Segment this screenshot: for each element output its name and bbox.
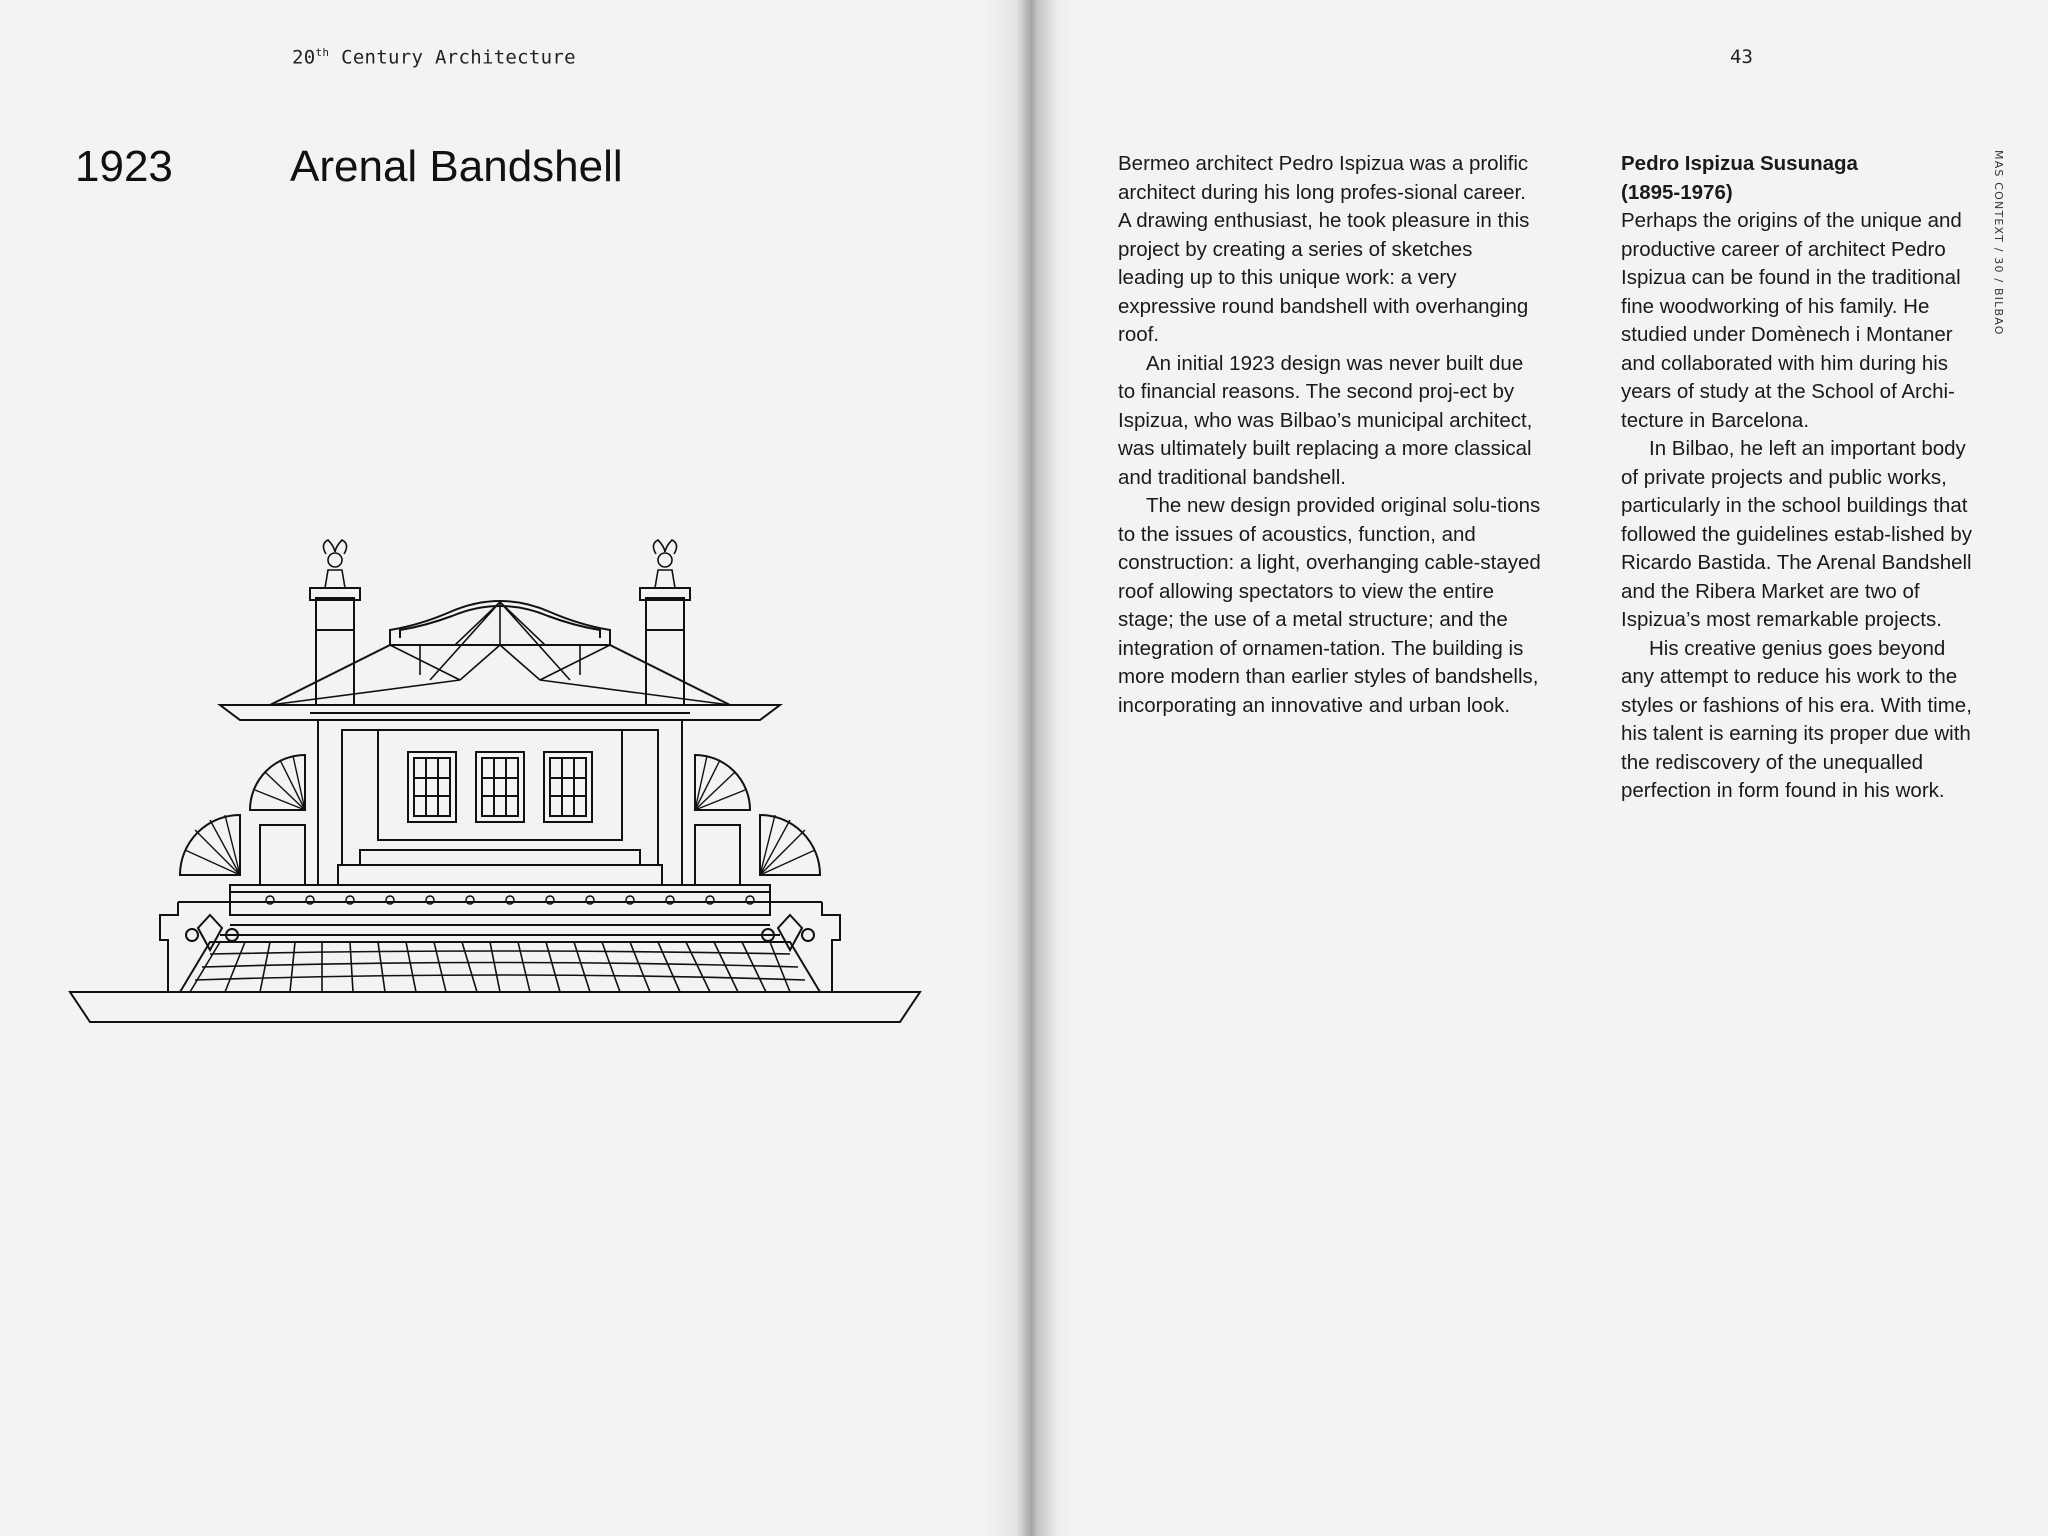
body-column-1 bbox=[1118, 150, 1543, 720]
sidebar-paragraph: Perhaps the origins of the unique and productive career of architect Pedro Ispizua can be found in the traditional fine woodworking of his family. He studied under Domènech i Montaner and collaborated with him during his years of study at the School of Archi-tecture in Barcelona. bbox=[1621, 209, 1962, 432]
page-number: 43 bbox=[1730, 46, 1753, 68]
body-paragraph: The new design provided original solu-tions to the issues of acoustics, function, and construction: a light, overhanging cable-stayed roof allowing spectators to view the entire stage; the use of a metal structure; and the integration of ornamen-tation. The building is more modern than earlier styles of bandshells, incorporating an innovative and urban look. bbox=[1118, 494, 1541, 717]
publication-side-tag: MAS CONTEXT / 30 / BILBAO bbox=[1992, 150, 2005, 336]
sidebar-column bbox=[1621, 150, 1981, 806]
architect-name-heading: Pedro Ispizua Susunaga bbox=[1621, 152, 1858, 175]
project-year: 1923 bbox=[75, 142, 173, 191]
body-paragraph: An initial 1923 design was never built due to financial reasons. The second proj-ect by Ispizua, who was Bilbao’s municipal architect, was ultimately built replacing a more classical and traditional bandshell. bbox=[1118, 351, 1533, 489]
page-title: Arenal Bandshell bbox=[290, 142, 623, 191]
architect-dates: (1895-1976) bbox=[1621, 180, 1733, 204]
running-head: 20th Century Architecture bbox=[292, 46, 576, 69]
sidebar-paragraph: In Bilbao, he left an important body of private projects and public works, particularly in the school buildings that followed the guidelines estab-lished by Ricardo Bastida. The Arenal Bandshell and the Ribera Market are two of Ispizua’s most remarkable projects. bbox=[1621, 437, 1973, 631]
bandshell-illustration bbox=[60, 530, 940, 1030]
body-paragraph: Bermeo architect Pedro Ispizua was a prolific architect during his long profes-sional career. A drawing enthusiast, he took pleasure in this project by creating a series of sketches leading up to this unique work: a very expressive round bandshell with overhanging roof. bbox=[1118, 152, 1530, 346]
sidebar-paragraph: His creative genius goes beyond any attempt to reduce his work to the styles or fashions of his era. With time, his talent is earning its proper due with the rediscovery of the unequalled perfection in form found in his work. bbox=[1621, 636, 1972, 802]
